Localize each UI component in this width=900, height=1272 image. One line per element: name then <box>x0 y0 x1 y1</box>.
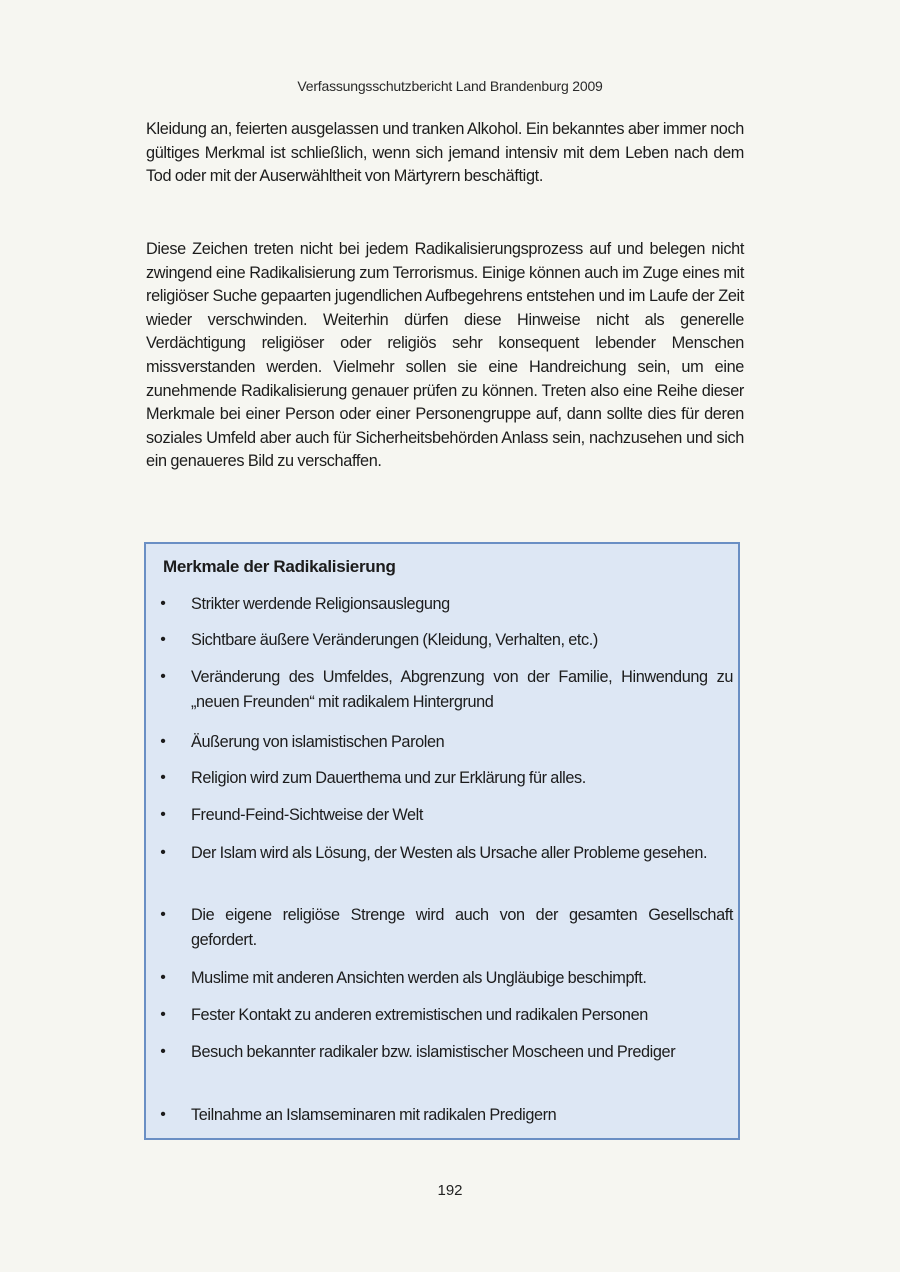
bullet-icon: • <box>160 595 166 612</box>
bullet-icon: • <box>160 631 166 648</box>
bullet-icon: • <box>160 1043 166 1060</box>
bullet-icon: • <box>160 844 166 861</box>
list-item-text: Sichtbare äußere Veränderungen (Kleidung, Verhalten, etc.) <box>191 631 598 649</box>
bullet-icon: • <box>160 733 166 750</box>
list-item-text: Strikter werdende Religionsauslegung <box>191 595 450 613</box>
list-item-text: Religion wird zum Dauerthema und zur Erklärung für alles. <box>191 769 586 787</box>
page-number: 192 <box>437 1182 463 1199</box>
bullet-icon: • <box>160 668 166 685</box>
bullet-icon: • <box>160 969 166 986</box>
list-item-text: Veränderung des Umfeldes, Abgrenzung von der Familie, Hinwendung zu „neuen Freunden“ mit radikalem Hintergrund <box>191 668 733 711</box>
bullet-icon: • <box>160 769 166 786</box>
list-item-text: Die eigene religiöse Strenge wird auch von der gesamten Gesellschaft gefordert. <box>191 906 733 949</box>
list-item-text: Fester Kontakt zu anderen extremistischen und radikalen Personen <box>191 1006 648 1024</box>
list-item-text: Teilnahme an Islamseminaren mit radikalen Predigern <box>191 1106 557 1124</box>
bullet-icon: • <box>160 1106 166 1123</box>
list-item-text: Besuch bekannter radikaler bzw. islamistischer Moscheen und Prediger <box>191 1043 676 1061</box>
bullet-icon: • <box>160 906 166 923</box>
body-paragraph-1: Kleidung an, feierten ausgelassen und tranken Alkohol. Ein bekanntes aber immer noch gültiges Merkmal ist schließlich, wenn sich jemand intensiv mit dem Leben nach dem Tod oder mit der Auserwähltheit von Märtyrern beschäftigt. <box>146 120 744 186</box>
list-item-text: Muslime mit anderen Ansichten werden als Ungläubige beschimpft. <box>191 969 647 987</box>
list-item-text: Der Islam wird als Lösung, der Westen als Ursache aller Probleme gesehen. <box>191 844 708 862</box>
list-item-text: Freund-Feind-Sichtweise der Welt <box>191 806 424 824</box>
bullet-icon: • <box>160 806 166 823</box>
bullet-icon: • <box>160 1006 166 1023</box>
radicalization-criteria-box <box>144 542 740 1140</box>
running-header: Verfassungsschutzbericht Land Brandenburg 2009 <box>297 78 603 94</box>
body-paragraph-2: Diese Zeichen treten nicht bei jedem Radikalisierungsprozess auf und belegen nicht zwingend eine Radikalisierung zum Terrorismus. Einige können auch im Zuge eines mit religiöser Suche gepaarten jugendlichen Aufbegehrens entstehen und im Laufe der Zeit wieder verschwinden. Weiterhin dürfen diese Hinweise nicht als generelle Verdächtigung religiöser oder religiös sehr konsequent lebender Menschen missverstanden werden. Vielmehr sollen sie eine Handreichung sein, um eine zunehmende Radikalisierung genauer prüfen zu können. Treten also eine Reihe dieser Merkmale bei einer Person oder einer Personengruppe auf, dann sollte dies für deren soziales Umfeld aber auch für Sicherheitsbehörden Anlass sein, nachzusehen und sich ein genaueres Bild zu verschaffen. <box>146 240 744 471</box>
list-item-text: Äußerung von islamistischen Parolen <box>191 733 445 751</box>
box-title: Merkmale der Radikalisierung <box>163 557 396 576</box>
